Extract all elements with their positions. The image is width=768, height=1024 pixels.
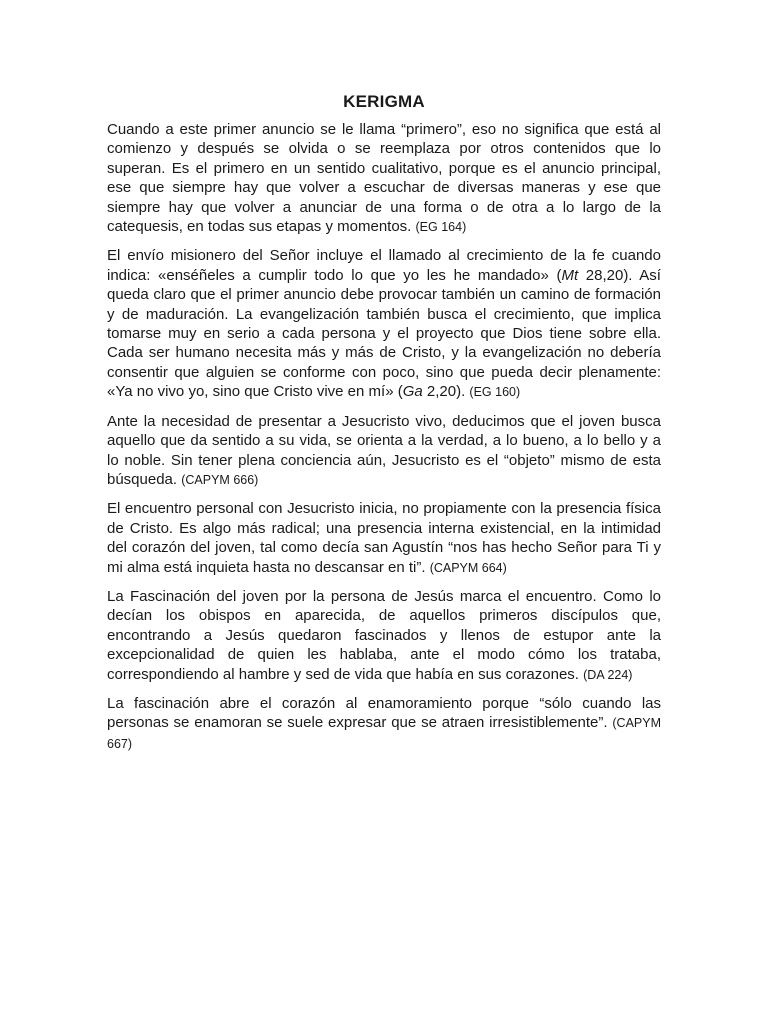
paragraph-text: La fascinación abre el corazón al enamoramiento porque “sólo cuando las personas se enamoran se suele expresar que se atraen irresistiblemente”. — [107, 694, 661, 732]
paragraph-5 — [107, 587, 661, 685]
citation-reference: (CAPYM 667) — [107, 716, 661, 751]
paragraph-text: La Fascinación del joven por la persona de Jesús marca el encuentro. Como lo decían los obispos en aparecida, de aquellos primeros discípulos que, encontrando a Jesús quedaron fascinados y llenos de estupor ante la excepcionalidad de quien les hablaba, ante el modo cómo los trataba, correspondiendo al hambre y sed de vida que había en sus corazones. — [107, 587, 661, 683]
paragraph-text: 28,20). Así queda claro que el primer anuncio debe provocar también un camino de formación y de maduración. La evangelización también busca el crecimiento, que implica tomarse muy en serio a cada persona y el proyecto que Dios tiene sobre ella. Cada ser humano necesita más y más de Cristo, y la evangelización no debería consentir que alguien se conforme con poco, sino que pueda decir plenamente: «Ya no vivo yo, sino que Cristo vive en mí» ( — [107, 266, 661, 401]
citation-reference: (DA 224) — [583, 667, 633, 682]
document-title: KERIGMA — [343, 92, 425, 111]
paragraph-text: El encuentro personal con Jesucristo inicia, no propiamente con la presencia física de Cristo. Es algo más radical; una presencia interna existencial, en la intimidad del corazón del joven, tal como decía san Agustín “nos has hecho Señor para Ti y mi alma está inquieta hasta no descansar en ti”. — [107, 500, 661, 576]
citation-reference: (EG 164) — [415, 220, 467, 235]
citation-reference: (CAPYM 664) — [429, 560, 507, 575]
citation-reference: (CAPYM 666) — [181, 472, 259, 487]
book-abbreviation-italic: Ga — [402, 383, 423, 401]
paragraph-2 — [107, 246, 661, 402]
paragraph-text: 2,20). — [422, 383, 470, 401]
citation-reference: (EG 160) — [469, 385, 521, 400]
paragraph-text: Cuando a este primer anuncio se le llama “primero”, eso no significa que está al comienzo y después se olvida o se reemplaza por otros contenidos que lo superan. Es el primero en un sentido cualitativo, porque es el anuncio principal, ese que siempre hay que volver a escuchar de diversas maneras y ese que siempre hay que volver a anunciar de una forma o de otra a lo largo de la catequesis, en todas sus etapas y momentos. — [107, 121, 661, 236]
paragraph-6 — [107, 694, 661, 754]
paragraph-1 — [107, 120, 661, 237]
paragraph-3 — [107, 412, 661, 491]
book-abbreviation-italic: Mt — [561, 266, 579, 284]
paragraph-text: Ante la necesidad de presentar a Jesucristo vivo, deducimos que el joven busca aquello que da sentido a su vida, se orienta a la verdad, a lo bueno, a lo bello y a lo noble. Sin tener plena conciencia aún, Jesucristo es el “objeto” mismo de esta búsqueda. — [107, 412, 661, 488]
paragraph-4 — [107, 499, 661, 578]
paragraph-text: El envío misionero del Señor incluye el llamado al crecimiento de la fe cuando indica: «enséñeles a cumplir todo lo que yo les he mandado» ( — [107, 247, 661, 284]
document-body — [107, 90, 661, 763]
